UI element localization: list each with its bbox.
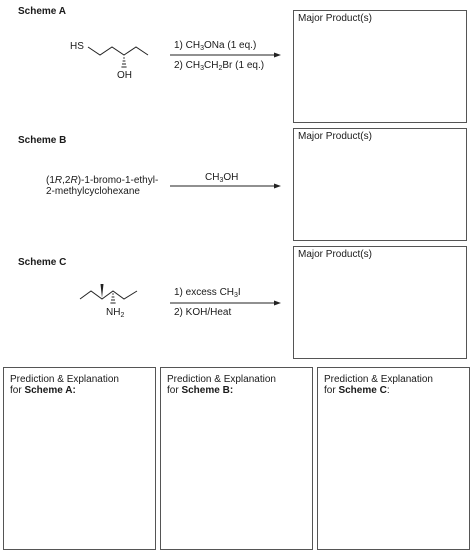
prediction-box-scheme-b[interactable] xyxy=(160,367,313,550)
prediction-box-scheme-c[interactable] xyxy=(317,367,470,550)
scheme-a-hs-label: HS xyxy=(70,41,84,52)
prediction-label-scheme-b: Prediction & Explanation for Scheme B: xyxy=(167,374,276,396)
scheme-c-product-box[interactable] xyxy=(293,246,467,359)
scheme-c-nh2-label: $NH_2$ xyxy=(106,307,125,319)
scheme-b-reactant-line-1: (1R,2R)-1-bromo-1-ethyl- xyxy=(46,175,159,186)
scheme-c-condition-2: 2) KOH/Heat xyxy=(174,307,232,318)
scheme-a-title: Scheme A xyxy=(18,6,66,17)
scheme-b-reagent: $CH_3OH$ xyxy=(205,172,239,184)
scheme-c-condition-1: 1) excess $CH_3I$ xyxy=(174,287,241,299)
scheme-a-condition-1: 1) $CH_3ONa$ (1 eq.) xyxy=(174,40,257,52)
prediction-label-scheme-a: Prediction & Explanation for Scheme A: xyxy=(10,374,119,396)
scheme-b-title: Scheme B xyxy=(18,135,67,146)
prediction-label-scheme-c: Prediction & Explanation for Scheme C: xyxy=(324,374,433,396)
scheme-b-product-label: Major Product(s) xyxy=(298,131,372,142)
scheme-a-product-label: Major Product(s) xyxy=(298,13,372,24)
scheme-c-title: Scheme C xyxy=(18,257,67,268)
scheme-a-oh-label: OH xyxy=(117,70,132,81)
prediction-box-scheme-a[interactable] xyxy=(3,367,156,550)
scheme-c-product-label: Major Product(s) xyxy=(298,249,372,260)
scheme-a-condition-2: 2) $CH_3CH_2Br$ (1 eq.) xyxy=(174,60,265,72)
scheme-b-reactant-line-2: 2-methylcyclohexane xyxy=(46,186,140,197)
